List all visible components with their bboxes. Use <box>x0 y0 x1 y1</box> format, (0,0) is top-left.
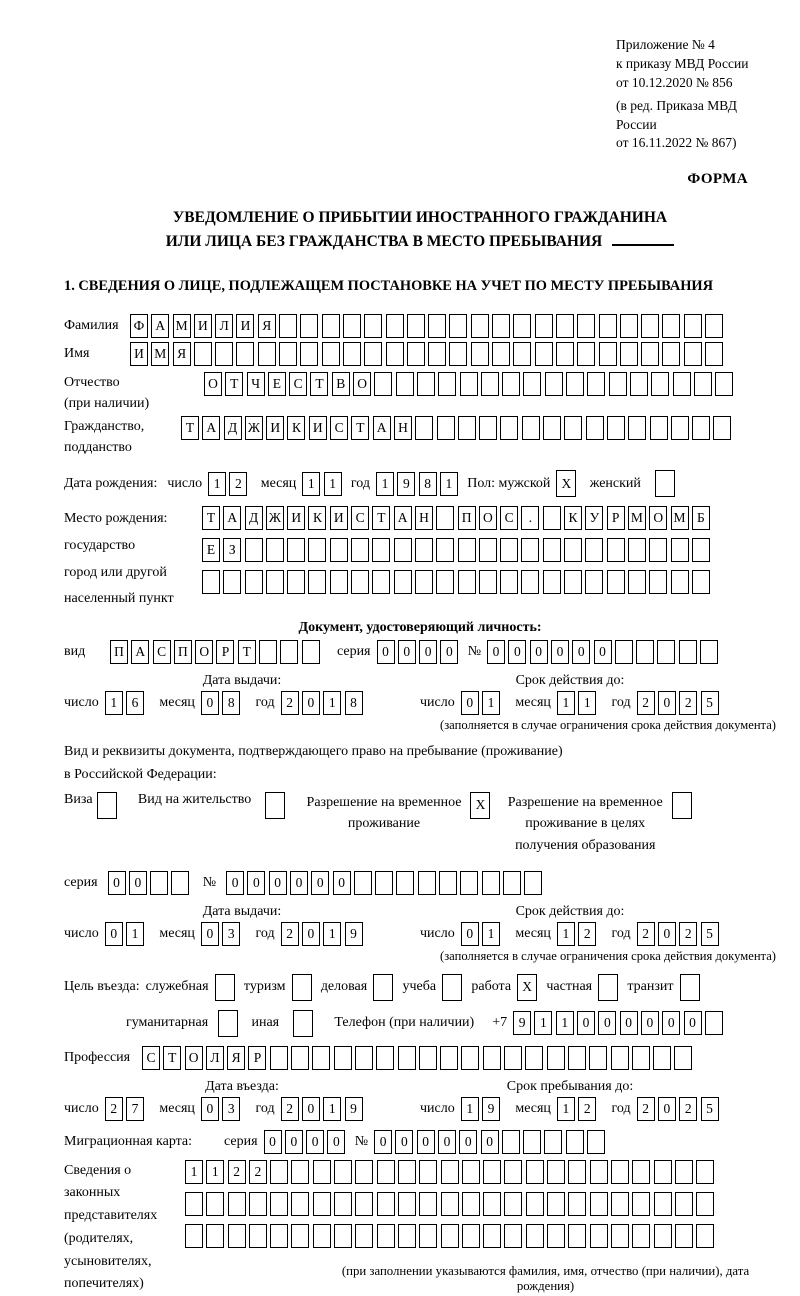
representatives-label-line6: попечителях) <box>64 1276 144 1292</box>
temp-permit-label-line1: Разрешение на временное <box>306 794 462 810</box>
form-title <box>64 206 776 254</box>
citizenship-label <box>64 416 181 458</box>
doc-number-cells[interactable]: 0 0 0 0 0 0 <box>487 640 721 664</box>
birthdate-label: Дата рождения: <box>64 475 158 491</box>
residence-doc-line1: Вид и реквизиты документа, подтверждающего право на пребывание (проживание) <box>64 743 563 759</box>
stay-year-cells[interactable]: 2 0 2 5 <box>637 1097 722 1121</box>
surname-cells[interactable]: Ф А М И Л И Я <box>130 314 726 338</box>
section1-heading: 1. СВЕДЕНИЯ О ЛИЦЕ, ПОДЛЕЖАЩЕМ ПОСТАНОВКЕ НА УЧЕТ ПО МЕСТУ ПРЕБЫВАНИЯ <box>64 278 713 295</box>
representatives-label-line4: (родителях, <box>64 1230 134 1246</box>
doc-issue-date-header: Дата выдачи: <box>202 672 282 688</box>
permit-issue-year-cells[interactable]: 2 0 1 9 <box>281 922 366 946</box>
valid-day-label: число <box>420 694 455 710</box>
edu-permit-checkbox[interactable] <box>672 792 695 819</box>
birthdate-month-cells[interactable]: 1 1 <box>302 472 345 496</box>
firstname-cells[interactable]: И М Я <box>130 342 726 366</box>
edu-permit-label <box>508 792 663 857</box>
migration-series-cells[interactable]: 0 0 0 0 <box>264 1130 349 1154</box>
form-title-line2: ИЛИ ЛИЦА БЕЗ ГРАЖДАНСТВА В МЕСТО ПРЕБЫВАНИЯ <box>64 230 776 254</box>
doc-kind-label: вид <box>64 643 86 659</box>
female-checkbox[interactable] <box>655 470 678 497</box>
entry-date-header: Дата въезда: <box>205 1078 279 1094</box>
permit-valid-year-cells[interactable]: 2 0 2 5 <box>637 922 722 946</box>
edu-permit-label-line2: проживание в целях <box>525 816 646 832</box>
permit-issue-year-label: год <box>255 925 275 941</box>
doc-series-label: серия <box>336 643 371 659</box>
permit-series-label: серия <box>64 874 98 890</box>
form-label: ФОРМА <box>687 171 748 188</box>
migration-card-label: Миграционная карта: <box>64 1133 193 1149</box>
purpose-label: Цель въезда: <box>64 979 140 995</box>
birthdate-day-label: число <box>167 475 203 491</box>
patronymic-cells[interactable]: О Т Ч Е С Т В О <box>204 372 736 396</box>
doc-kind-cells[interactable]: П А С П О Р Т <box>110 640 323 664</box>
temp-permit-label <box>307 792 462 835</box>
profession-cells[interactable]: С Т О Л Я Р <box>142 1046 696 1070</box>
permit-number-label: № <box>202 874 217 890</box>
permit-number-cells[interactable]: 0 0 0 0 0 0 <box>226 871 545 895</box>
purpose-official-checkbox[interactable] <box>215 974 238 1001</box>
doc-number-label: № <box>467 643 482 659</box>
male-checkbox[interactable]: X <box>556 470 579 497</box>
appendix-header <box>616 36 776 153</box>
purpose-humanitarian-label: гуманитарная <box>126 1015 209 1031</box>
doc-valid-month-cells[interactable]: 1 1 <box>557 691 600 715</box>
migration-series-label: серия <box>224 1133 258 1149</box>
citizenship-cells[interactable]: Т А Д Ж И К И С Т А Н <box>181 416 735 440</box>
representatives-label <box>64 1160 185 1296</box>
permit-series-cells[interactable]: 0 0 <box>108 871 193 895</box>
purpose-business-checkbox[interactable] <box>373 974 396 1001</box>
entry-day-cells[interactable]: 2 7 <box>105 1097 148 1121</box>
birthplace-row2-cells[interactable]: Е З <box>202 538 713 562</box>
patronymic-label <box>64 372 204 414</box>
title-underline <box>612 230 674 246</box>
birthplace-label <box>64 506 202 612</box>
representatives-label-line3: представителях <box>64 1208 158 1224</box>
identity-doc-heading: Документ, удостоверяющий личность: <box>298 619 542 635</box>
permit-issue-month-cells[interactable]: 0 3 <box>201 922 244 946</box>
stay-until-header: Срок пребывания до: <box>506 1078 634 1094</box>
purpose-private-checkbox[interactable] <box>598 974 621 1001</box>
phone-prefix: +7 <box>492 1015 508 1031</box>
doc-valid-day-cells[interactable]: 0 1 <box>461 691 504 715</box>
birthplace-label-line1: Место рождения: <box>64 511 168 527</box>
entry-year-label: год <box>255 1100 275 1116</box>
purpose-study-label: учеба <box>402 979 437 995</box>
doc-issue-day-cells[interactable]: 1 6 <box>105 691 148 715</box>
restriction-note: (заполняется в случае ограничения срока действия документа) <box>440 717 776 732</box>
entry-day-label: число <box>64 1100 99 1116</box>
revision-line: (в ред. Приказа МВД России <box>616 97 737 132</box>
temp-permit-checkbox[interactable]: X <box>470 792 493 819</box>
birthdate-month-label: месяц <box>260 475 297 491</box>
entry-year-cells[interactable]: 2 0 1 9 <box>281 1097 366 1121</box>
doc-valid-year-cells[interactable]: 2 0 2 5 <box>637 691 722 715</box>
representatives-label-line1: Сведения о <box>64 1162 132 1178</box>
revision-line: от 16.11.2022 № 867) <box>616 135 737 151</box>
issue-month-label: месяц <box>159 694 195 710</box>
birthplace-row3-cells[interactable] <box>202 570 713 594</box>
entry-month-label: месяц <box>159 1100 195 1116</box>
purpose-tourism-label: туризм <box>243 979 286 995</box>
stay-month-cells[interactable]: 1 2 <box>557 1097 600 1121</box>
birthplace-row1-cells[interactable]: Т А Д Ж И К И С Т А Н П О С . К У Р М О М Б <box>202 506 713 530</box>
birthplace-label-line4: населенный пункт <box>64 591 174 607</box>
citizenship-label-line2: подданство <box>64 440 132 456</box>
permit-issue-date-header: Дата выдачи: <box>202 903 282 919</box>
issue-day-label: число <box>64 694 99 710</box>
doc-valid-until-header: Срок действия до: <box>515 672 625 688</box>
migration-number-label: № <box>354 1133 369 1149</box>
purpose-other-label: иная <box>251 1015 280 1031</box>
entry-month-cells[interactable]: 0 3 <box>201 1097 244 1121</box>
surname-label: Фамилия <box>64 318 119 334</box>
birthplace-label-line3: город или другой <box>64 564 167 580</box>
edu-permit-label-line3: получения образования <box>515 838 656 854</box>
purpose-business-label: деловая <box>320 979 368 995</box>
purpose-study-checkbox[interactable] <box>442 974 465 1001</box>
birthdate-year-cells[interactable]: 1 9 8 1 <box>376 472 461 496</box>
firstname-label: Имя <box>64 346 90 362</box>
appendix-line: Приложение № 4 <box>616 37 715 52</box>
temp-permit-label-line2: проживание <box>347 816 421 832</box>
permit-valid-day-label: число <box>420 925 455 941</box>
doc-series-cells[interactable]: 0 0 0 0 <box>377 640 462 664</box>
residence-permit-label: Вид на жительство <box>137 791 252 807</box>
permit-issue-day-cells[interactable]: 0 1 <box>105 922 148 946</box>
restriction-note-2: (заполняется в случае ограничения срока действия документа) <box>440 948 776 963</box>
representatives-row2-cells[interactable] <box>185 1192 776 1216</box>
permit-issue-day-label: число <box>64 925 99 941</box>
stay-day-cells[interactable]: 1 9 <box>461 1097 504 1121</box>
patronymic-label-line2: (при наличии) <box>64 396 150 412</box>
purpose-work-label: работа <box>471 979 512 995</box>
purpose-humanitarian-checkbox[interactable] <box>218 1010 241 1037</box>
birthdate-year-label: год <box>350 475 371 491</box>
female-label: женский <box>589 475 641 491</box>
residence-doc-line2: в Российской Федерации: <box>64 766 217 782</box>
visa-label: Виза <box>64 791 93 807</box>
stay-day-label: число <box>420 1100 455 1116</box>
stay-month-label: месяц <box>515 1100 551 1116</box>
representatives-row3-cells[interactable] <box>185 1224 776 1248</box>
purpose-private-label: частная <box>546 979 593 995</box>
valid-year-label: год <box>611 694 631 710</box>
doc-issue-month-cells[interactable]: 0 8 <box>201 691 244 715</box>
birthdate-day-cells[interactable]: 1 2 <box>208 472 251 496</box>
purpose-other-checkbox[interactable] <box>293 1010 316 1037</box>
appendix-line: от 10.12.2020 № 856 <box>616 74 733 90</box>
migration-number-cells[interactable]: 0 0 0 0 0 0 <box>374 1130 608 1154</box>
citizenship-label-line1: Гражданство, <box>64 419 145 435</box>
permit-valid-year-label: год <box>611 925 631 941</box>
sex-label: Пол: мужской <box>467 475 551 491</box>
purpose-tourism-checkbox[interactable] <box>292 974 315 1001</box>
appendix-line: к приказу МВД России <box>616 55 749 71</box>
birthplace-label-line2: государство <box>64 537 136 553</box>
purpose-official-label: служебная <box>145 979 209 995</box>
permit-valid-until-header: Срок действия до: <box>515 903 625 919</box>
doc-issue-year-cells[interactable]: 2 0 1 8 <box>281 691 366 715</box>
permit-valid-day-cells[interactable]: 0 1 <box>461 922 504 946</box>
permit-valid-month-label: месяц <box>515 925 551 941</box>
purpose-work-checkbox[interactable]: X <box>517 974 540 1001</box>
phone-cells[interactable]: 9 1 1 0 0 0 0 0 0 <box>513 1011 726 1035</box>
visa-checkbox[interactable] <box>97 792 120 819</box>
form-title-line1: УВЕДОМЛЕНИЕ О ПРИБЫТИИ ИНОСТРАННОГО ГРАЖДАНИНА <box>172 209 668 227</box>
patronymic-label-line1: Отчество <box>64 375 120 391</box>
representatives-row1-cells[interactable]: 1 1 2 2 <box>185 1160 776 1184</box>
phone-label: Телефон (при наличии) <box>334 1015 475 1031</box>
permit-issue-month-label: месяц <box>159 925 195 941</box>
representatives-label-line5: усыновителях, <box>64 1253 152 1269</box>
valid-month-label: месяц <box>515 694 551 710</box>
purpose-transit-checkbox[interactable] <box>680 974 703 1001</box>
edu-permit-label-line1: Разрешение на временное <box>507 794 663 810</box>
stay-year-label: год <box>611 1100 631 1116</box>
profession-label: Профессия <box>64 1049 131 1065</box>
permit-valid-month-cells[interactable]: 1 2 <box>557 922 600 946</box>
purpose-transit-label: транзит <box>627 979 674 995</box>
residence-permit-checkbox[interactable] <box>265 792 288 819</box>
representatives-note: (при заполнении указываются фамилия, имя, отчество (при наличии), дата рождения) <box>341 1263 750 1293</box>
representatives-label-line2: законных <box>64 1185 121 1201</box>
issue-year-label: год <box>255 694 275 710</box>
